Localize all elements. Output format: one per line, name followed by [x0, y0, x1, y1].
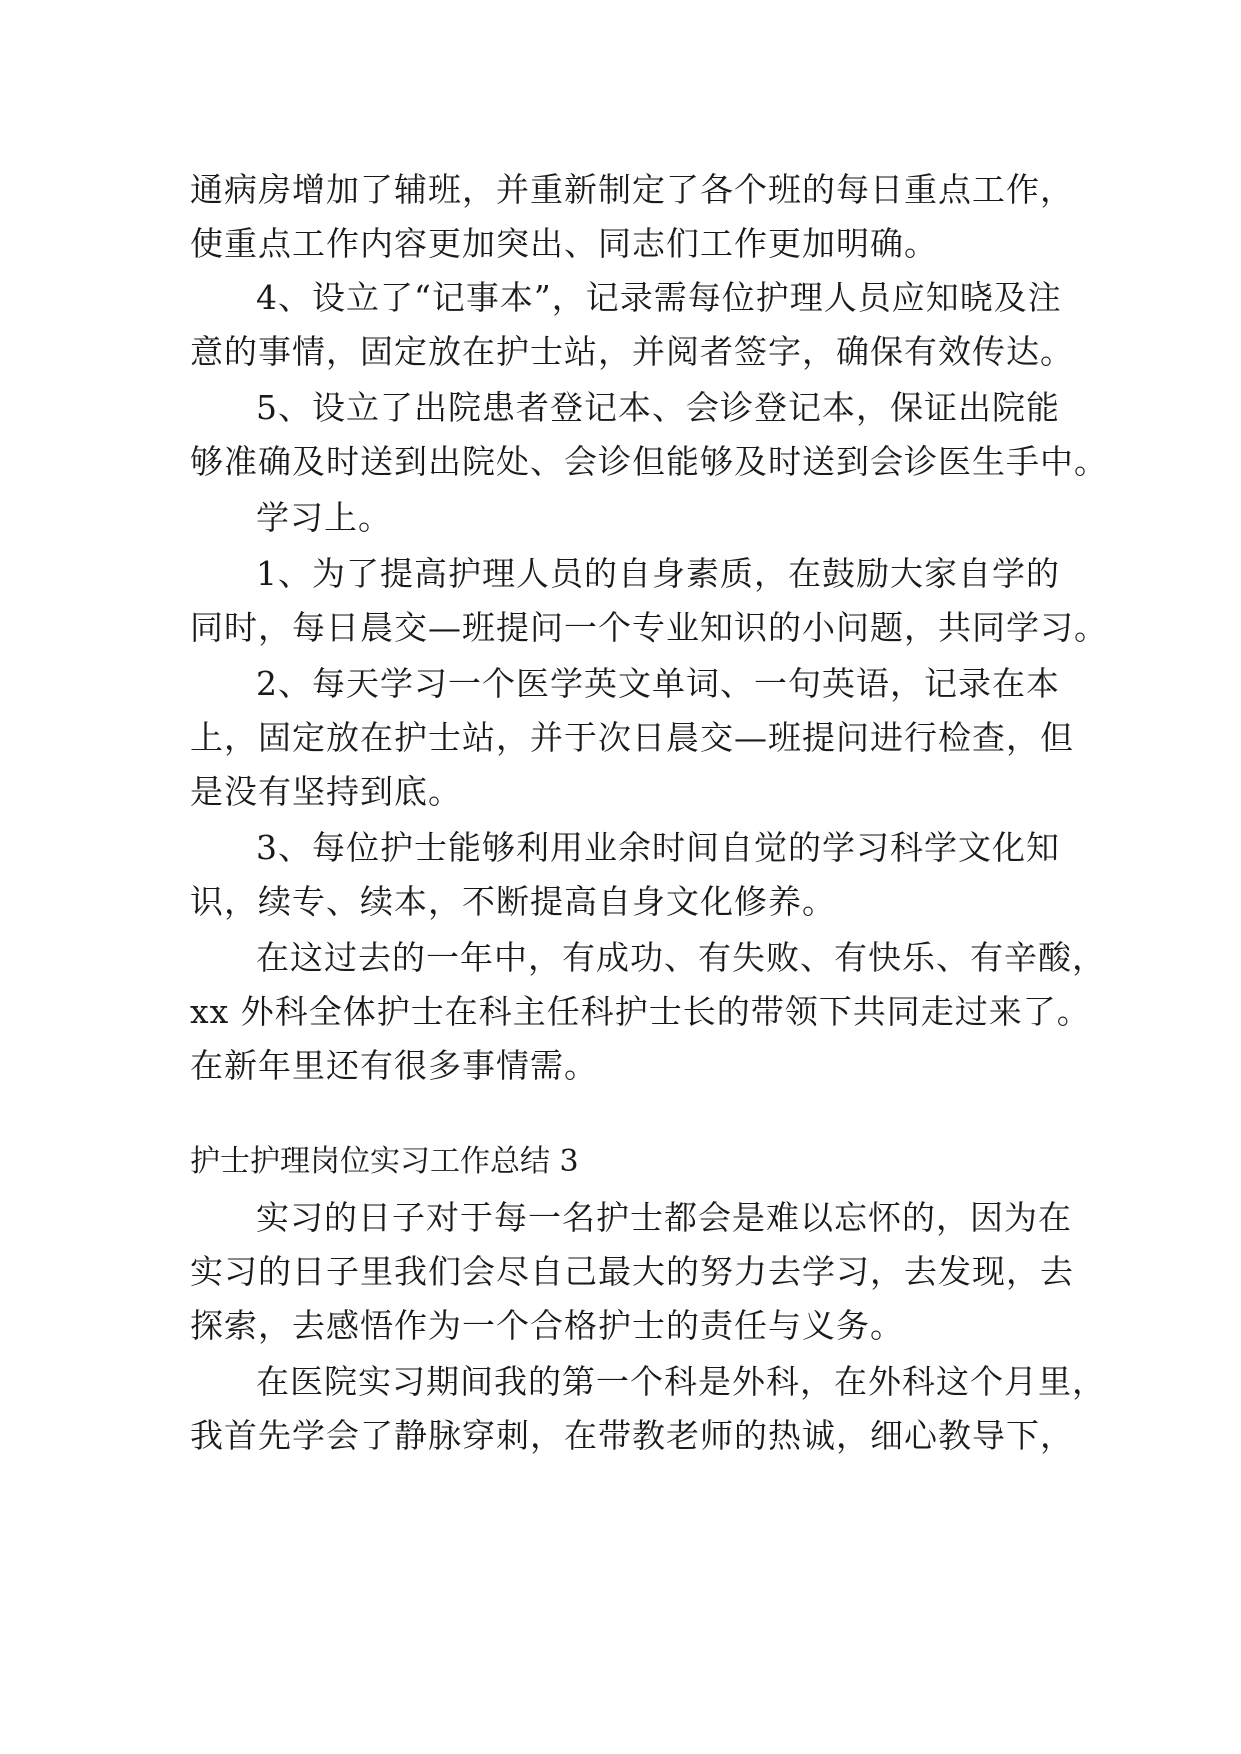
body-text-line: 在医院实习期间我的第一个科是外科，在外科这个月里， [256, 1362, 1106, 1401]
body-text-line: 实习的日子里我们会尽自己最大的努力去学习，去发现，去 [190, 1252, 1074, 1291]
body-text-line: 在新年里还有很多事情需。 [190, 1046, 598, 1085]
body-text-line: 4、设立了“记事本”，记录需每位护理人员应知晓及注 [256, 278, 1062, 317]
body-text-line: 2、每天学习一个医学英文单词、一句英语，记录在本 [256, 664, 1060, 703]
section-subheading: 学习上。 [256, 498, 392, 537]
body-text-line: 3、每位护士能够利用业余时间自觉的学习科学文化知 [256, 828, 1060, 867]
body-text-line: 是没有坚持到底。 [190, 772, 462, 811]
body-text-line: 够准确及时送到出院处、会诊但能够及时送到会诊医生手中。 [190, 442, 1108, 481]
body-text-line: 通病房增加了辅班，并重新制定了各个班的每日重点工作， [190, 170, 1074, 209]
body-text-line: 1、为了提高护理人员的自身素质，在鼓励大家自学的 [256, 554, 1060, 593]
body-text-line: xx 外科全体护士在科主任科护士长的带领下共同走过来了。 [190, 992, 1091, 1031]
body-text-line: 在这过去的一年中，有成功、有失败、有快乐、有辛酸， [256, 938, 1106, 977]
body-text-line: 意的事情，固定放在护士站，并阅者签字，确保有效传达。 [190, 332, 1074, 371]
body-text-line: 上，固定放在护士站，并于次日晨交—班提问进行检查，但 [190, 718, 1074, 757]
section-heading: 护士护理岗位实习工作总结 3 [190, 1144, 579, 1179]
body-text-line: 5、设立了出院患者登记本、会诊登记本，保证出院能 [256, 388, 1060, 427]
body-text-line: 实习的日子对于每一名护士都会是难以忘怀的，因为在 [256, 1198, 1072, 1237]
body-text-line: 同时，每日晨交—班提问一个专业知识的小问题，共同学习。 [190, 608, 1108, 647]
body-text-line: 使重点工作内容更加突出、同志们工作更加明确。 [190, 224, 938, 263]
body-text-line: 识，续专、续本，不断提高自身文化修养。 [190, 882, 836, 921]
body-text-line: 我首先学会了静脉穿刺，在带教老师的热诚，细心教导下， [190, 1416, 1074, 1455]
body-text-line: 探索，去感悟作为一个合格护士的责任与义务。 [190, 1306, 904, 1345]
